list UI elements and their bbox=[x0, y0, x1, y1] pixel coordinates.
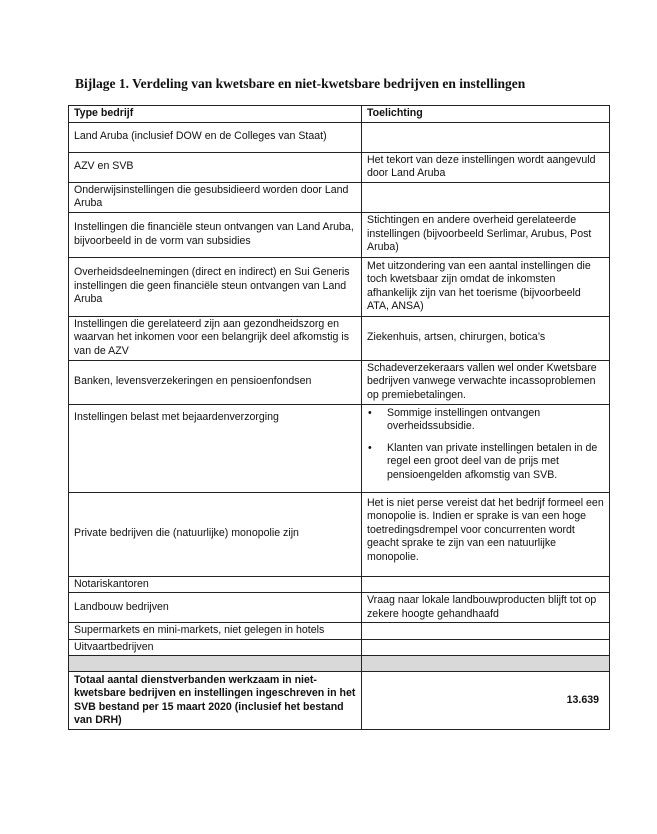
cell-type: Banken, levensverzekeringen en pensioenfondsen bbox=[69, 360, 362, 404]
table-row bbox=[69, 492, 610, 576]
cell-note bbox=[362, 576, 610, 593]
total-row bbox=[69, 672, 610, 730]
cell-type-text: Instellingen belast met bejaardenverzorging bbox=[74, 410, 279, 423]
cell-type: Onderwijsinstellingen die gesubsidieerd worden door Land Aruba bbox=[69, 182, 362, 212]
table-row bbox=[69, 212, 610, 257]
cell-type: Supermarkets en mini-markets, niet gelegen in hotels bbox=[69, 623, 362, 640]
list-item-text: Klanten van private instellingen betalen in de regel een groot deel van de prijs met pensioengelden afkomstig van SVB. bbox=[387, 441, 598, 481]
column-header-type: Type bedrijf bbox=[69, 106, 362, 123]
cell-type: Overheidsdeelnemingen (direct en indirect) en Sui Generis instellingen die geen financiële steun ontvangen van Land Aruba bbox=[69, 257, 362, 316]
separator-cell bbox=[69, 656, 362, 672]
cell-type: Instellingen die gerelateerd zijn aan gezondheidszorg en waarvan het inkomen voor een belangrijk deel afkomstig is van de AZV bbox=[69, 316, 362, 360]
table-row bbox=[69, 122, 610, 152]
cell-type bbox=[69, 404, 362, 492]
cell-note: Ziekenhuis, artsen, chirurgen, botica’s bbox=[362, 316, 610, 360]
table-row bbox=[69, 639, 610, 656]
cell-note bbox=[362, 404, 610, 492]
table-row bbox=[69, 404, 610, 492]
table-header-row bbox=[69, 106, 610, 123]
cell-note: Het tekort van deze instellingen wordt aangevuld door Land Aruba bbox=[362, 152, 610, 182]
table-row bbox=[69, 152, 610, 182]
list-item-text: Sommige instellingen ontvangen overheidssubsidie. bbox=[387, 406, 541, 432]
cell-type: Private bedrijven die (natuurlijke) monopolie zijn bbox=[69, 492, 362, 576]
cell-note bbox=[362, 623, 610, 640]
table-row bbox=[69, 623, 610, 640]
cell-type: Instellingen die financiële steun ontvangen van Land Aruba, bijvoorbeeld in de vorm van subsidies bbox=[69, 212, 362, 257]
cell-note: Met uitzondering van een aantal instellingen die toch kwetsbaar zijn omdat de inkomsten afhankelijk zijn van het toerisme (bijvoorbeeld ATA, ANSA) bbox=[362, 257, 610, 316]
total-value: 13.639 bbox=[362, 672, 610, 730]
table-row bbox=[69, 576, 610, 593]
cell-note bbox=[362, 122, 610, 152]
table-row bbox=[69, 593, 610, 623]
table-row bbox=[69, 316, 610, 360]
cell-note bbox=[362, 182, 610, 212]
cell-note: Schadeverzekeraars vallen wel onder Kwetsbare bedrijven vanwege verwachte incassoproblemen op premiebetalingen. bbox=[362, 360, 610, 404]
bullet-list bbox=[367, 407, 604, 483]
page-title: Bijlage 1. Verdeling van kwetsbare en niet-kwetsbare bedrijven en instellingen bbox=[75, 76, 526, 91]
total-label: Totaal aantal dienstverbanden werkzaam in niet-kwetsbare bedrijven en instellingen ingeschreven in het SVB bestand per 15 maart 2020 (inclusief het bestand van DRH) bbox=[69, 672, 362, 730]
table-row bbox=[69, 182, 610, 212]
separator-row bbox=[69, 656, 610, 672]
cell-note: Stichtingen en andere overheid gerelateerde instellingen (bijvoorbeeld Serlimar, Arubus, Post Aruba) bbox=[362, 212, 610, 257]
bullet-icon: • bbox=[368, 441, 372, 454]
cell-type: Land Aruba (inclusief DOW en de Colleges van Staat) bbox=[69, 122, 362, 152]
list-item bbox=[367, 442, 604, 483]
table-row bbox=[69, 257, 610, 316]
cell-note bbox=[362, 639, 610, 656]
separator-cell bbox=[362, 656, 610, 672]
bullet-icon: • bbox=[368, 406, 372, 419]
cell-type: Landbouw bedrijven bbox=[69, 593, 362, 623]
cell-type: Notariskantoren bbox=[69, 576, 362, 593]
table-row bbox=[69, 360, 610, 404]
cell-note: Vraag naar lokale landbouwproducten blijft tot op zekere hoogte gehandhaafd bbox=[362, 593, 610, 623]
cell-type: AZV en SVB bbox=[69, 152, 362, 182]
cell-type: Uitvaartbedrijven bbox=[69, 639, 362, 656]
vulnerability-table bbox=[68, 105, 610, 730]
list-item bbox=[367, 407, 604, 434]
column-header-note: Toelichting bbox=[362, 106, 610, 123]
cell-note: Het is niet perse vereist dat het bedrijf formeel een monopolie is. Indien er sprake is van een hoge toetredingsdrempel voor concurrenten wordt geacht sprake te zijn van een natuurlijke monopolie. bbox=[362, 492, 610, 576]
